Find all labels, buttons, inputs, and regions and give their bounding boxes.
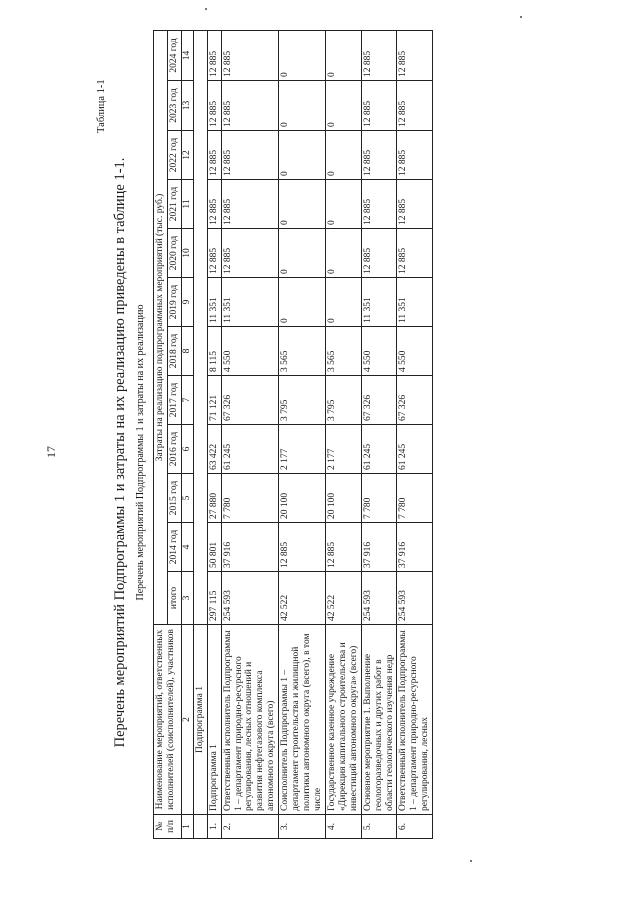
row-value: 3 565: [325, 327, 361, 376]
blank-cell: [193, 815, 207, 839]
row-number: 6.: [397, 815, 433, 839]
row-value: 2 177: [279, 425, 326, 474]
col-index: 3: [181, 572, 193, 625]
row-value: 12 885: [325, 523, 361, 572]
row-value: 0: [325, 131, 361, 180]
row-value: 37 916: [221, 523, 279, 572]
row-value: 0: [325, 81, 361, 131]
col-index: 6: [181, 425, 193, 474]
row-value: 0: [325, 229, 361, 278]
row-value: 63 422: [207, 425, 221, 474]
header-year: 2018 год: [167, 327, 181, 376]
row-value: 12 885: [361, 30, 397, 80]
row-number: 5.: [361, 815, 397, 839]
subprogram-title: Подпрограмма 1: [193, 625, 207, 815]
blank-cell: [193, 30, 207, 624]
col-index: 7: [181, 376, 193, 425]
row-number: 1.: [207, 815, 221, 839]
row-value: 4 550: [221, 327, 279, 376]
header-row-1: [154, 30, 168, 838]
row-value: 7 780: [221, 474, 279, 523]
row-total: 42 522: [325, 572, 361, 625]
header-year: 2023 год: [167, 81, 181, 131]
row-value: 71 121: [207, 376, 221, 425]
row-total: 254 593: [221, 572, 279, 625]
header-year: 2021 год: [167, 180, 181, 229]
col-index: 8: [181, 327, 193, 376]
row-value: 3 795: [279, 376, 326, 425]
header-year: 2024 год: [167, 30, 181, 80]
row-value: 12 885: [279, 523, 326, 572]
row-value: 12 885: [207, 180, 221, 229]
document-title: Перечень мероприятий Подпрограммы 1 и затраты на их реализацию приведены в таблице 1-1.: [112, 157, 128, 748]
row-name: Ответственный исполнитель Подпрограммы 1 – департамент природно-ресурсного регулирования, лесных: [397, 625, 433, 815]
row-value: 67 326: [397, 376, 433, 425]
row-value: 12 885: [397, 180, 433, 229]
scan-speck: [470, 860, 472, 862]
row-value: 61 245: [361, 425, 397, 474]
subprogram-title-row: [193, 30, 207, 838]
table-row: [221, 30, 279, 838]
header-no: № п/п: [154, 815, 182, 839]
header-costs: Затраты на реализацию подпрограммных мероприятий (тыс. руб.): [154, 30, 168, 624]
table-row: [207, 30, 221, 838]
row-value: 8 115: [207, 327, 221, 376]
row-total: 254 593: [397, 572, 433, 625]
row-value: 0: [325, 30, 361, 80]
row-value: 12 885: [397, 30, 433, 80]
table-row: [325, 30, 361, 838]
row-value: 11 351: [207, 278, 221, 327]
col-index: 12: [181, 131, 193, 180]
row-name: Соисполнитель Подпрограммы 1 – департамент строительства и жилищной политики автономного округа (всего), в том числе: [279, 625, 326, 815]
row-value: 12 885: [207, 81, 221, 131]
header-year: 2017 год: [167, 376, 181, 425]
row-value: 12 885: [207, 30, 221, 80]
col-index: 5: [181, 474, 193, 523]
row-value: 37 916: [397, 523, 433, 572]
row-value: 7 780: [361, 474, 397, 523]
row-value: 50 801: [207, 523, 221, 572]
col-index: 9: [181, 278, 193, 327]
row-value: 11 351: [397, 278, 433, 327]
scan-speck: [520, 16, 522, 18]
page-number: 17: [44, 446, 58, 458]
row-value: 0: [325, 180, 361, 229]
header-year: 2016 год: [167, 425, 181, 474]
row-value: 12 885: [221, 229, 279, 278]
row-name: Основное мероприятие 1. Выполнение геологоразведочных и других работ в области геологического изучения недр: [361, 625, 397, 815]
row-value: 12 885: [221, 131, 279, 180]
row-value: 12 885: [221, 30, 279, 80]
col-index: 4: [181, 523, 193, 572]
row-number: 2.: [221, 815, 279, 839]
row-number: 3.: [279, 815, 326, 839]
row-value: 12 885: [361, 180, 397, 229]
row-value: 37 916: [361, 523, 397, 572]
row-total: 254 593: [361, 572, 397, 625]
row-total: 297 115: [207, 572, 221, 625]
header-year: 2019 год: [167, 278, 181, 327]
scan-speck: [205, 8, 207, 10]
row-value: 3 565: [279, 327, 326, 376]
col-index: 1: [181, 815, 193, 839]
column-index-row: [181, 30, 193, 838]
row-value: 12 885: [397, 131, 433, 180]
table-subtitle: Перечень мероприятий Подпрограммы 1 и затраты на их реализацию: [135, 304, 146, 601]
row-value: 12 885: [207, 131, 221, 180]
row-value: 7 780: [397, 474, 433, 523]
col-index: 2: [181, 625, 193, 815]
row-name: Подпрограмма 1: [207, 625, 221, 815]
row-value: 12 885: [207, 229, 221, 278]
row-value: 20 100: [279, 474, 326, 523]
table-row: [279, 30, 326, 838]
row-name: Государственное казенное учреждение «Дирекция капитального строительства и инвестиций автономного округа» (всего): [325, 625, 361, 815]
header-year: 2022 год: [167, 131, 181, 180]
header-year: 2015 год: [167, 474, 181, 523]
row-total: 42 522: [279, 572, 326, 625]
row-value: 61 245: [397, 425, 433, 474]
row-value: 11 351: [361, 278, 397, 327]
row-value: 61 245: [221, 425, 279, 474]
table-row: [397, 30, 433, 838]
row-value: 3 795: [325, 376, 361, 425]
row-name: Ответственный исполнитель Подпрограммы 1 – департамент природно-ресурсного регулирования, лесных отношений и развития нефтегазового комплекса автономного округа (всего): [221, 625, 279, 815]
row-value: 12 885: [397, 81, 433, 131]
col-index: 13: [181, 81, 193, 131]
row-value: 12 885: [221, 180, 279, 229]
header-name: Наименование мероприятий, ответственных исполнителей (соисполнителей), участников: [154, 625, 182, 815]
row-value: 11 351: [221, 278, 279, 327]
row-value: 12 885: [361, 131, 397, 180]
row-value: 0: [279, 30, 326, 80]
row-value: 12 885: [221, 81, 279, 131]
cost-table: [153, 30, 433, 839]
header-year: 2014 год: [167, 523, 181, 572]
row-value: 12 885: [397, 229, 433, 278]
row-number: 4.: [325, 815, 361, 839]
row-value: 67 326: [361, 376, 397, 425]
col-index: 11: [181, 180, 193, 229]
row-value: 67 326: [221, 376, 279, 425]
row-value: 0: [279, 81, 326, 131]
row-value: 12 885: [361, 81, 397, 131]
row-value: 0: [279, 229, 326, 278]
row-value: 0: [325, 278, 361, 327]
table-row: [361, 30, 397, 838]
row-value: 27 880: [207, 474, 221, 523]
header-total: итого: [167, 572, 181, 625]
row-value: 0: [279, 180, 326, 229]
col-index: 14: [181, 30, 193, 80]
row-value: 0: [279, 278, 326, 327]
row-value: 2 177: [325, 425, 361, 474]
row-value: 4 550: [361, 327, 397, 376]
row-value: 12 885: [361, 229, 397, 278]
row-value: 20 100: [325, 474, 361, 523]
row-value: 0: [279, 131, 326, 180]
header-year: 2020 год: [167, 229, 181, 278]
table-label: Таблица 1-1: [96, 79, 107, 133]
row-value: 4 550: [397, 327, 433, 376]
col-index: 10: [181, 229, 193, 278]
